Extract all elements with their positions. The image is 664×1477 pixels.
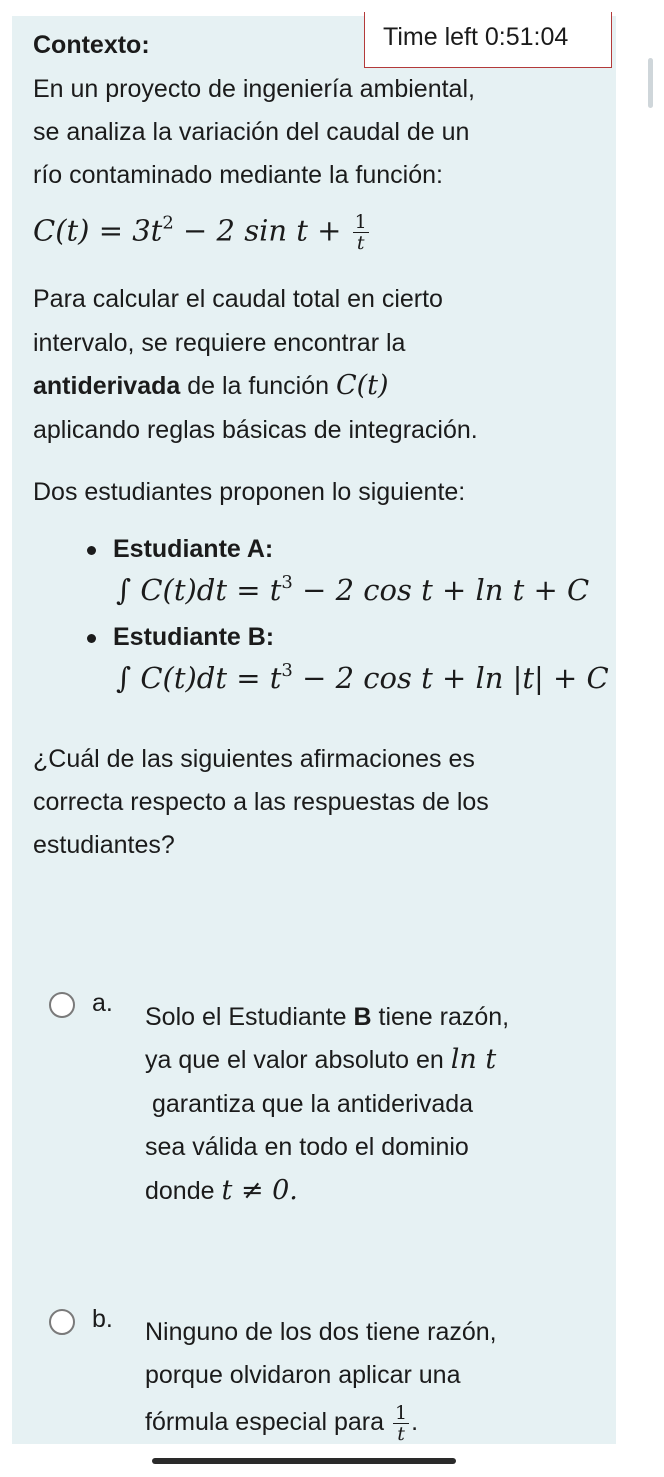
option-a-line-2-text: ya que el valor absoluto en xyxy=(145,1046,451,1074)
student-a-formula-lhs: ∫ C(t)dt = t xyxy=(116,573,282,607)
student-a-formula-exp: 3 xyxy=(281,572,293,593)
option-b-letter: b. xyxy=(92,1305,113,1333)
context-heading: Contexto: xyxy=(33,31,150,59)
para-line-1: Para calcular el caudal total en cierto xyxy=(33,285,443,313)
student-b-formula-lhs: ∫ C(t)dt = t xyxy=(116,661,282,695)
function-exponent: 2 xyxy=(162,212,174,234)
function-fraction xyxy=(353,212,369,253)
intro-line-1: En un proyecto de ingeniería ambiental, xyxy=(33,75,475,103)
home-indicator[interactable] xyxy=(152,1458,456,1464)
intro-line-3: río contaminado mediante la función: xyxy=(33,161,443,189)
student-a-formula xyxy=(116,572,589,607)
option-a-radio[interactable] xyxy=(49,992,75,1018)
option-a-line-1-a: Solo el Estudiante xyxy=(145,1003,354,1031)
intro-line-2: se analiza la variación del caudal de un xyxy=(33,118,470,146)
function-formula xyxy=(33,212,371,253)
option-a-line-3[interactable]: garantiza que la antiderivada xyxy=(152,1090,474,1118)
option-b-line-1[interactable]: Ninguno de los dos tiene razón, xyxy=(145,1318,497,1346)
option-a-line-1[interactable] xyxy=(145,1000,509,1034)
antiderivada-rest: de la función xyxy=(180,372,336,400)
para-line-3 xyxy=(33,369,389,403)
option-b-radio[interactable] xyxy=(49,1309,75,1335)
bullet-icon xyxy=(87,634,96,643)
student-b-formula-rhs: − 2 cos t + ln |t| + C xyxy=(292,661,609,695)
option-a-line-2-math: ln t xyxy=(450,1044,497,1075)
option-a-line-1-c: tiene razón, xyxy=(371,1003,510,1031)
option-a-line-5[interactable] xyxy=(145,1174,298,1208)
students-intro: Dos estudiantes proponen lo siguiente: xyxy=(33,478,466,506)
function-lhs: C(t) xyxy=(33,213,90,248)
option-a-line-5-math: t ≠ 0. xyxy=(221,1175,298,1206)
option-b-line-3-end: . xyxy=(411,1408,419,1437)
antiderivada-bold: antiderivada xyxy=(33,372,181,400)
option-b-line-3[interactable] xyxy=(145,1403,418,1444)
option-a-line-4[interactable]: sea válida en todo el dominio xyxy=(145,1133,469,1161)
option-a-line-2[interactable] xyxy=(145,1043,496,1077)
function-frac-den: t xyxy=(356,232,365,254)
question-line-1: ¿Cuál de las siguientes afirmaciones es xyxy=(33,745,475,773)
option-b-frac-den: t xyxy=(397,1423,405,1445)
antiderivada-math: C(t) xyxy=(335,370,389,401)
question-line-3: estudiantes? xyxy=(33,831,175,859)
student-b-formula-exp: 3 xyxy=(281,660,293,681)
function-rest: − 2 sin t + xyxy=(173,213,351,248)
para-line-2: intervalo, se requiere encontrar la xyxy=(33,329,406,357)
question-line-2: correcta respecto a las respuestas de los xyxy=(33,788,489,816)
option-b-line-2[interactable]: porque olvidaron aplicar una xyxy=(145,1361,461,1389)
para-line-4: aplicando reglas básicas de integración. xyxy=(33,416,478,444)
option-a-line-5-text: donde xyxy=(145,1177,222,1205)
option-b-fraction xyxy=(393,1403,409,1444)
option-a-line-1-b: B xyxy=(353,1003,372,1031)
time-left-timer xyxy=(364,12,612,68)
student-b-formula xyxy=(116,660,609,695)
student-a-label: Estudiante A: xyxy=(113,535,274,563)
bullet-icon xyxy=(87,546,96,555)
student-a-formula-rhs: − 2 cos t + ln t + C xyxy=(292,573,590,607)
scrollbar-thumb[interactable] xyxy=(648,58,653,108)
student-b-label: Estudiante B: xyxy=(113,623,275,651)
function-term: 3t xyxy=(132,213,163,248)
option-b-frac-num: 1 xyxy=(394,1402,408,1424)
option-b-line-3-text: fórmula especial para xyxy=(145,1408,391,1437)
function-frac-num: 1 xyxy=(354,211,367,233)
option-a-letter: a. xyxy=(92,989,113,1017)
time-left-label: Time left 0:51:04 xyxy=(383,23,569,51)
function-equals: = xyxy=(98,213,124,248)
